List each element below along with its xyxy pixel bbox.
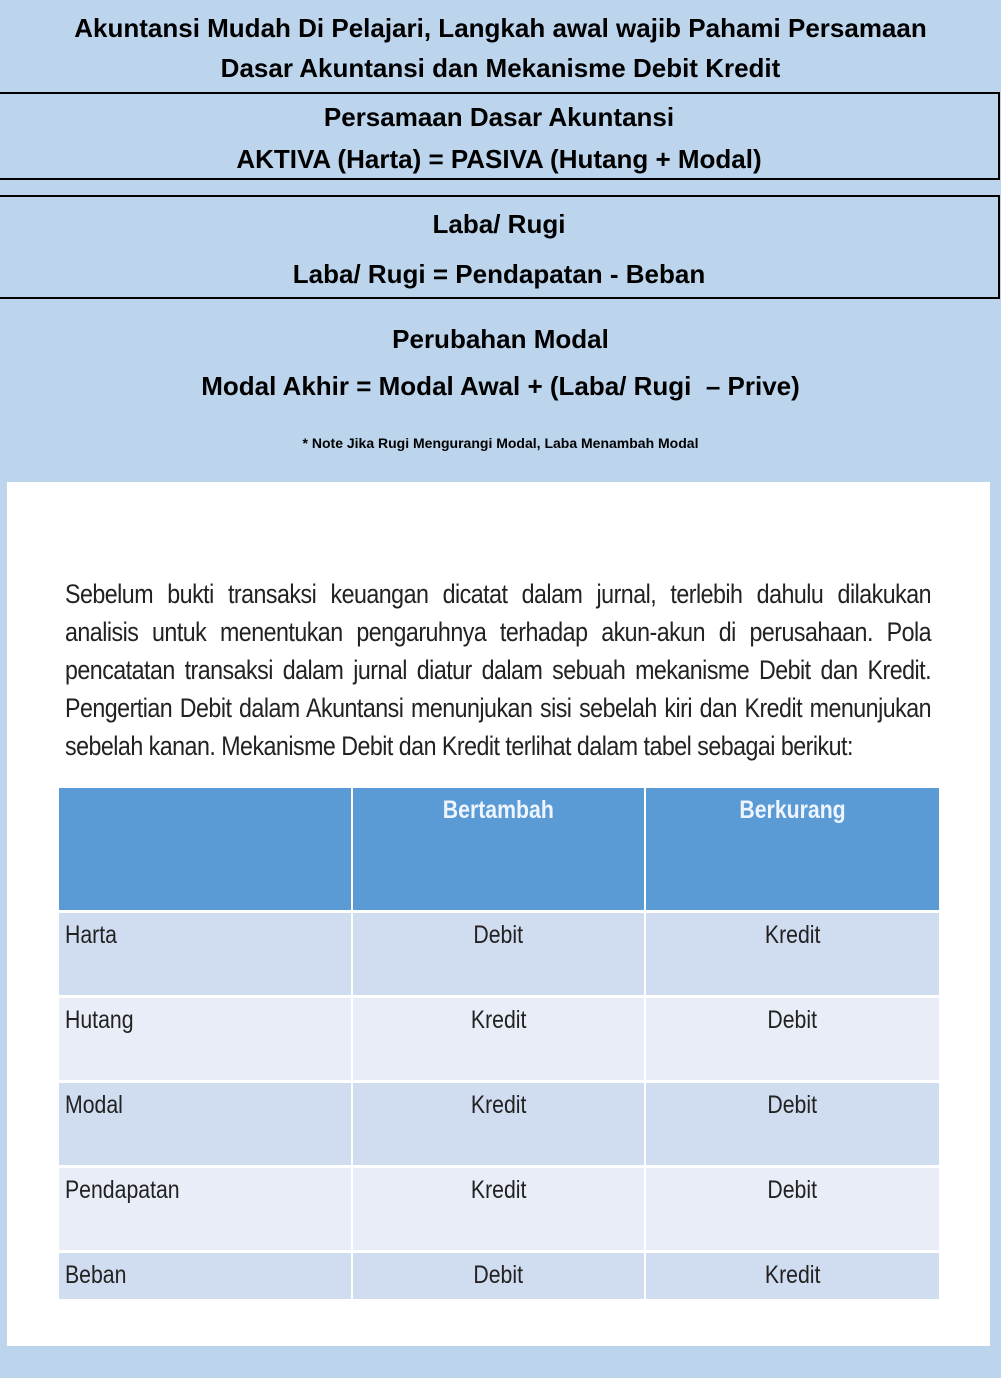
row-account	[59, 912, 352, 997]
cell-text: Kredit	[470, 1176, 527, 1204]
laba-rugi-heading: Laba/ Rugi	[432, 209, 566, 239]
table-row	[59, 912, 939, 997]
cell-text: Hutang	[65, 1006, 134, 1034]
intro-paragraph: Sebelum bukti transaksi keuangan dicatat dalam jurnal, terlebih dahulu dilakukan analisis untuk menentukan pengaruhnya terhadap akun-akun di perusahaan. Pola pencatatan transaksi dalam jurnal diatur dalam sebuah mekanisme Debit dan Kredit. Pengertian Debit dalam Akuntansi menunjukan sisi sebelah kiri dan Kredit menunjukan sebelah kanan. Mekanisme Debit dan Kredit terlihat dalam tabel sebagai berikut:	[65, 579, 932, 761]
row-account	[59, 997, 352, 1082]
header-bertambah-label: Bertambah	[442, 796, 555, 824]
header-berkurang-label: Berkurang	[739, 796, 846, 824]
row-account	[59, 1082, 352, 1167]
row-bertambah	[352, 1252, 645, 1300]
cell-text: Kredit	[764, 921, 821, 949]
cell-text: Beban	[65, 1261, 127, 1289]
cell-text: Kredit	[764, 1261, 821, 1289]
perubahan-modal-formula: Modal Akhir = Modal Awal + (Laba/ Rugi – Prive)	[201, 371, 800, 401]
table-header-berkurang	[645, 788, 939, 912]
perubahan-modal-heading: Perubahan Modal	[392, 324, 609, 354]
laba-rugi-formula: Laba/ Rugi = Pendapatan - Beban	[292, 259, 706, 289]
table-row	[59, 1252, 939, 1300]
cell-text: Debit	[767, 1091, 818, 1119]
row-account	[59, 1252, 352, 1300]
page-title	[0, 0, 1001, 92]
cell-text: Modal	[65, 1091, 123, 1119]
row-berkurang	[645, 1252, 939, 1300]
cell-text: Debit	[473, 1261, 524, 1289]
perubahan-modal-note: * Note Jika Rugi Mengurangi Modal, Laba Menambah Modal	[302, 435, 699, 451]
row-bertambah	[352, 997, 645, 1082]
cell-text: Harta	[65, 921, 117, 949]
title-line-1: Akuntansi Mudah Di Pelajari, Langkah awal wajib Pahami Persamaan	[74, 13, 927, 43]
row-berkurang	[645, 1167, 939, 1252]
title-line-2: Dasar Akuntansi dan Mekanisme Debit Kredit	[220, 53, 781, 83]
row-account	[59, 1167, 352, 1252]
debit-kredit-table	[59, 788, 939, 1299]
cell-text: Debit	[767, 1006, 818, 1034]
debit-kredit-panel	[7, 482, 990, 1346]
row-bertambah	[352, 1167, 645, 1252]
row-berkurang	[645, 997, 939, 1082]
table-header-row	[59, 788, 939, 912]
persamaan-box	[0, 92, 1000, 180]
persamaan-heading: Persamaan Dasar Akuntansi	[323, 102, 675, 132]
row-berkurang	[645, 1082, 939, 1167]
table-row	[59, 1167, 939, 1252]
cell-text: Debit	[767, 1176, 818, 1204]
table-header-blank	[59, 788, 352, 912]
table-row	[59, 1082, 939, 1167]
laba-rugi-box	[0, 195, 1000, 299]
persamaan-formula: AKTIVA (Harta) = PASIVA (Hutang + Modal)	[236, 144, 762, 174]
row-bertambah	[352, 1082, 645, 1167]
cell-text: Debit	[473, 921, 524, 949]
row-bertambah	[352, 912, 645, 997]
row-berkurang	[645, 912, 939, 997]
cell-text: Kredit	[470, 1006, 527, 1034]
table-header-bertambah	[352, 788, 645, 912]
table-row	[59, 997, 939, 1082]
cell-text: Kredit	[470, 1091, 527, 1119]
cell-text: Pendapatan	[65, 1176, 180, 1204]
